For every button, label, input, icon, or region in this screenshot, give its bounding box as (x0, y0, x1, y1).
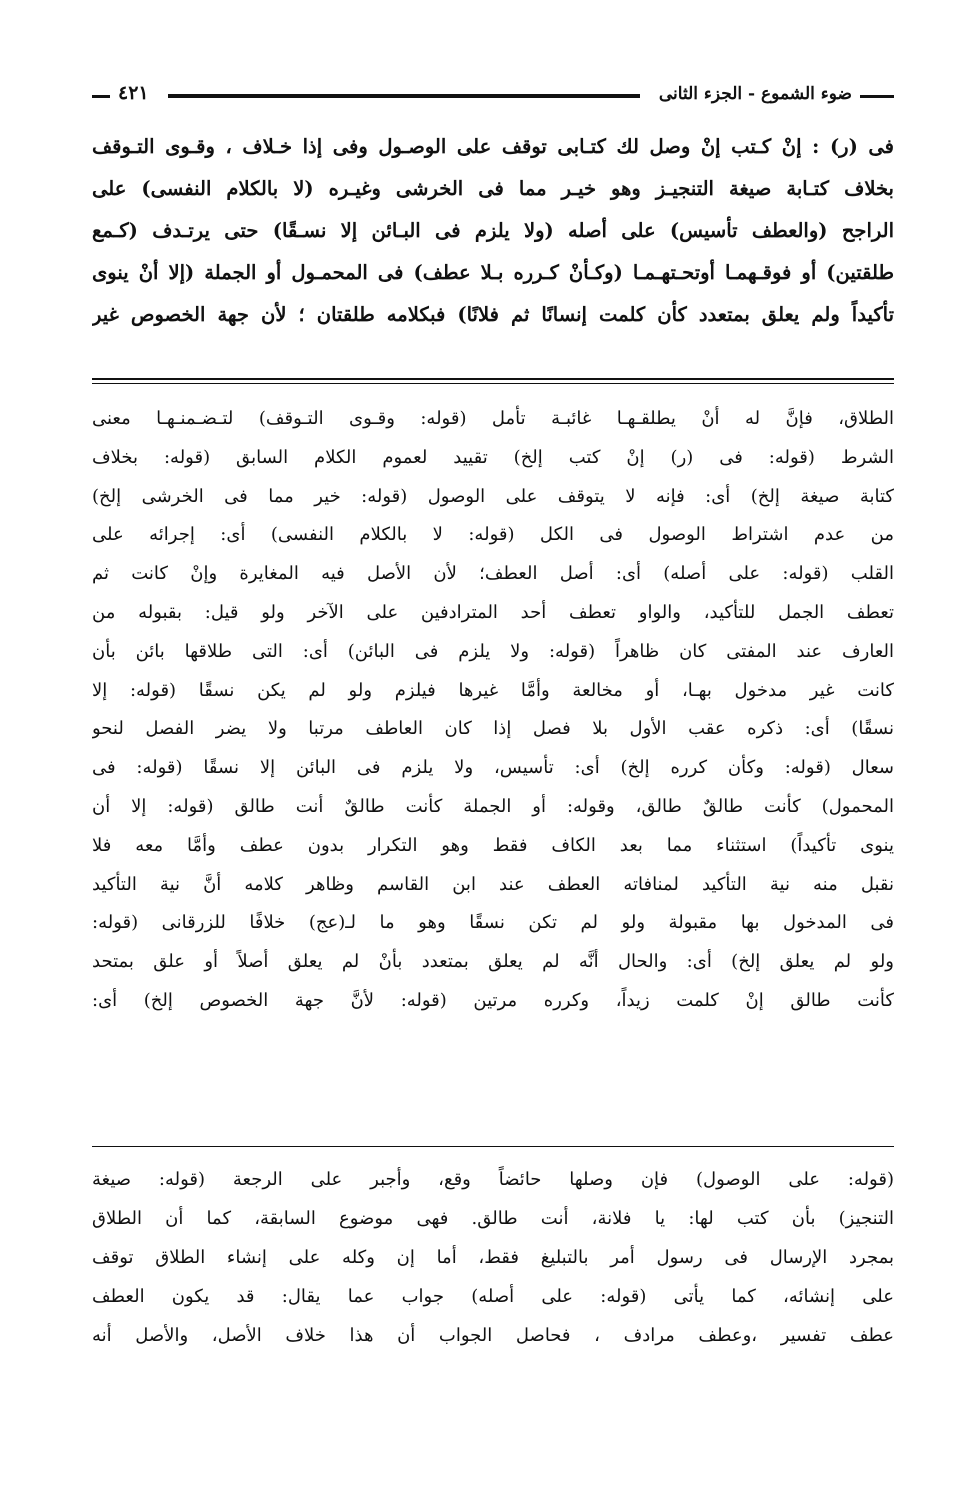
commentary-line: كأنت طالق إنْ كلمت زيداً، وكرره مرتين (قوله: لأنَّ جهة الخصوص إلخ) أى: (92, 989, 894, 1011)
footnote-divider (92, 1146, 894, 1147)
main-text (92, 126, 894, 336)
commentary-line: ولو لم يعلق إلخ) أى: والحال أنَّه لم يعلق بمتعدد بأنْ لم يعلق أصلاً أو علق بمتحد (92, 951, 894, 973)
header-dash-right (860, 95, 894, 98)
footnote-line: على إنشائه، كما يأتى (قوله: على أصله) جواب عما يقال: قد يكون العطف (92, 1286, 894, 1307)
commentary-line: من عدم اشتراط الوصول فى الكل (قوله: لا بالكلام النفسى) أى: إجرائه على (92, 524, 894, 546)
section-divider (92, 378, 894, 380)
header-dash-left (92, 95, 110, 98)
commentary-line: كانت غير مدخول بهـا، أو مخالعة وأمَّا غيرها فيلزم ولو لم يكن نسقًا (قوله: إلا (92, 679, 894, 701)
commentary-line: سعال (قوله: وكأن كرره إلخ) أى: تأسيس، ولا يلزم فى البائن إلا نسقًا (قوله: فى (92, 757, 894, 779)
commentary-line: نسقًا) أى: ذكره عقب الأول بلا فصل إذا كان العاطف مرتبا ولا يضر الفصل لنحو (92, 718, 894, 740)
main-line: تأكيداً ولم يعلق بمتعدد كأن كلمت إنسانًا ثم فلانًا) فبكلامه طلقتان ؛ لأن جهة الخصوص غير (92, 303, 894, 326)
footnote-line: (قوله: على الوصول) فإن وصلها حائضاً وقع، وأجبر على الرجعة (قوله: صيغة (92, 1169, 894, 1190)
commentary-line: الطلاق، فإنَّ له أنْ يطلقـهـا غائبـة تأمل (قوله: وقـوى التـوقف) لتـضـمنـهـا معنى (92, 408, 894, 429)
section-divider (92, 383, 894, 384)
header-rule (168, 94, 640, 98)
commentary-text (92, 400, 894, 1021)
main-line: طلقتين) أو فوقـهمـا أوتحـتهـمـا (وكـأنْ كـرره بـلا عطف) فى المحمـول أو الجملة (إلا أنْ ينوى (92, 261, 894, 284)
commentary-line: فى المدخول بها مقبولة ولو لم تكن نسقًا وهو ما لـ(عج) خلافًا للزرقانى (قوله: (92, 912, 894, 934)
commentary-line: المحمول) كأنت طالقٌ طالق، وقوله: أو الجملة كأنت طالقٌ أنت طالق (قوله: إلا أن (92, 795, 894, 817)
main-line: الراجح (والعطف تأسيس) على أصله (ولا يلزم فى البـائن إلا نسـقًا) حتى يرتـدف (كـمع (92, 219, 894, 242)
main-line: فى (ر) : إنْ كـتب إنْ وصل لك كتـابى توقف على الوصـول وفى إذا خـلاف ، وقـوى التـوقف (92, 135, 894, 158)
footnote-line: التنجيز) بأن كتب لها: يا فلانة، أنت طالق. فهى موضوع السابقة، كما أن الطلاق (92, 1208, 894, 1229)
commentary-line: ينوى تأكيداً) استثناء مما بعد الكاف فقط وهو التكرار بدون عطف وأمَّا معه فلا (92, 834, 894, 856)
footnote-line: عطف تفسير ،وعطف مرادف ، فحاصل الجواب أن هذا خلاف الأصل، والأصل أنه (92, 1325, 894, 1346)
page-number: ٤٢١ (118, 82, 149, 104)
footnote-text (92, 1160, 894, 1355)
running-header (92, 80, 894, 110)
commentary-line: العارف عند المفتى كان ظاهراً (قوله: ولا يلزم فى البائن) أى: التى طلاقها بائن بأن (92, 640, 894, 662)
commentary-line: القلب (قوله: على أصله) أى: أصل العطف؛ لأن الأصل فيه المغايرة وإنْ كانت ثم (92, 563, 894, 585)
commentary-line: الشرط (قوله: فى (ر) إنْ كتب إلخ) تقييد لعموم الكلام السابق (قوله: بخلاف (92, 446, 894, 468)
main-line: بخلاف كتـابة صيغة التنجيـز وهو خيـر مما فى الخرشى وغيـره (لا بالكلام النفسى) على (92, 177, 894, 200)
commentary-line: نقبل منه نية التأكيد لمنافاته العطف عند ابن القاسم وظاهر كلامه أنَّ نية التأكيد (92, 873, 894, 895)
footnote-line: بمجرد الإرسال فى رسول أمر بالتبليغ فقط، أما إن وكله على إنشاء الطلاق توقف (92, 1247, 894, 1268)
commentary-line: تعطف الجمل للتأكيد، والواو تعطف أحد المترادفين على الآخر ولو قيل: بقبوله من (92, 601, 894, 623)
header-title: ضوء الشموع - الجزء الثانى (658, 84, 852, 104)
commentary-line: كتابة صيغة إلخ) أى: فإنه لا يتوقف على الوصول (قوله: خير مما فى الخرشى إلخ) (92, 485, 894, 507)
